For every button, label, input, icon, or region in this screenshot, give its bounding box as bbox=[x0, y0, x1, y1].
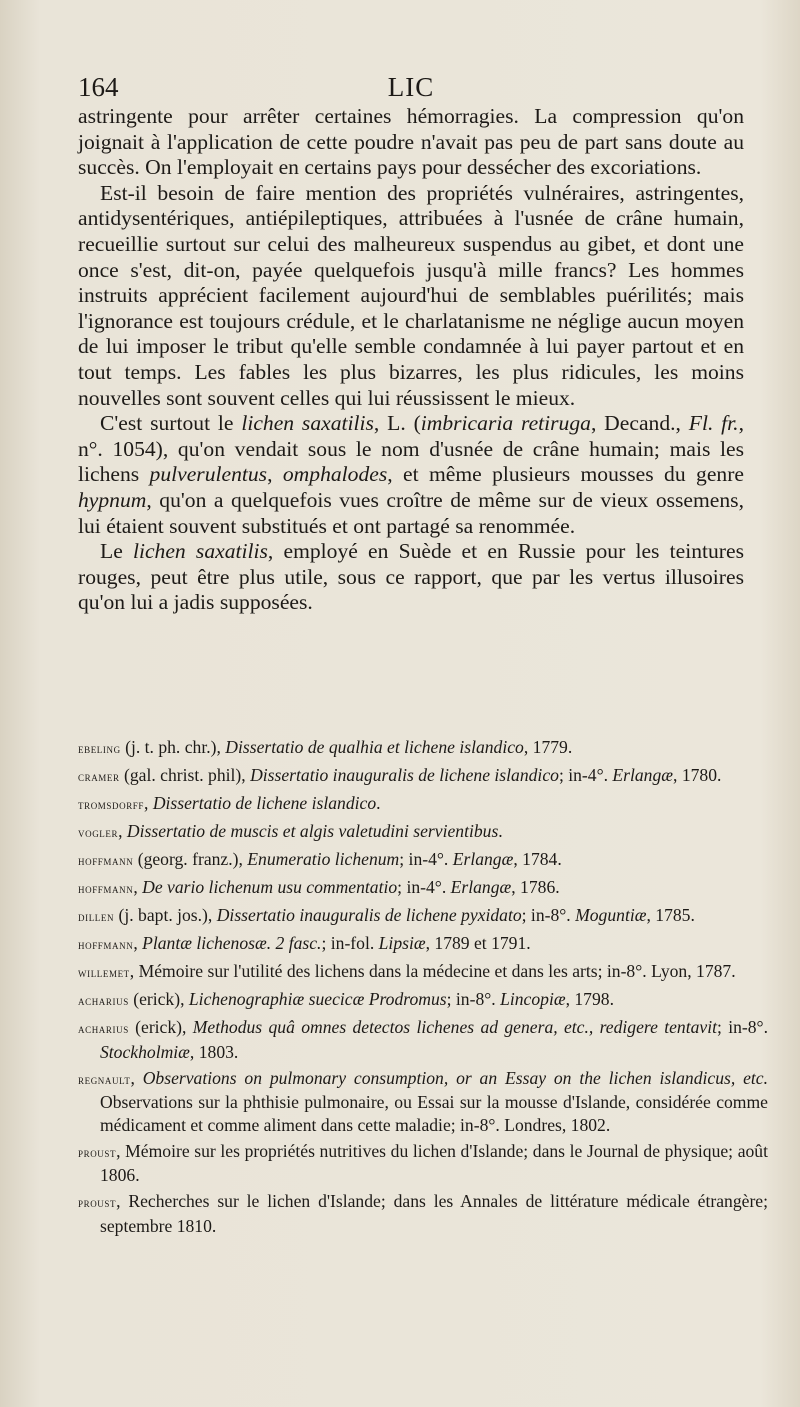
reference-title: Dissertatio inauguralis de lichene islandico bbox=[250, 765, 559, 785]
reference-text: (j. t. ph. chr.), bbox=[120, 737, 226, 757]
taxon-name: lichen saxatilis bbox=[132, 539, 268, 564]
reference-text: (erick), bbox=[128, 989, 189, 1009]
work-title: Fl. fr. bbox=[688, 411, 739, 436]
reference-title: Lichenographiæ suecicæ Prodromus bbox=[188, 989, 447, 1009]
reference-text: (gal. christ. phil), bbox=[119, 765, 251, 785]
reference-text: , 1786. bbox=[511, 877, 560, 897]
reference-entry bbox=[78, 932, 768, 957]
reference-text: ; in-8°. bbox=[446, 989, 501, 1009]
reference-author: cramer bbox=[78, 769, 120, 784]
reference-text: , 1798. bbox=[565, 989, 614, 1009]
reference-entry bbox=[78, 960, 768, 985]
reference-author: proust bbox=[78, 1144, 117, 1160]
reference-title: Moguntiæ bbox=[575, 905, 647, 925]
reference-text: , 1789 et 1791. bbox=[425, 933, 531, 953]
reference-entry bbox=[78, 1190, 768, 1237]
reference-title: Enumeratio lichenum bbox=[247, 849, 400, 869]
page-header bbox=[78, 70, 744, 106]
reference-author: tromsdorff bbox=[78, 797, 145, 812]
reference-text: ; in-8°. bbox=[521, 905, 576, 925]
reference-title: Stockholmiæ bbox=[100, 1041, 190, 1062]
reference-text: (erick), bbox=[128, 1017, 193, 1037]
reference-text: , 1785. bbox=[646, 905, 695, 925]
reference-text: ; in-4°. bbox=[399, 849, 453, 869]
taxon-name: omphalodes bbox=[282, 462, 388, 487]
reference-text: , Mémoire sur l'utilité des lichens dans la médecine et dans les arts; in-8°. Lyon, 1787. bbox=[129, 961, 736, 981]
reference-text: , Mémoire sur les propriétés nutritives du lichen d'Islande; dans le Journal de physique; août 1806. bbox=[100, 1140, 768, 1185]
reference-entry bbox=[78, 848, 768, 873]
taxon-name: imbricaria retiruga bbox=[420, 411, 591, 436]
reference-text: (georg. franz.), bbox=[133, 849, 248, 869]
reference-text: , bbox=[133, 877, 143, 897]
reference-text: , bbox=[144, 793, 153, 813]
reference-text: Observations sur la phthisie pulmonaire, ou Essai sur la mousse d'Islande, considérée comme médicament et comme aliment dans cette maladie; in-8°. Londres, 1802. bbox=[100, 1092, 768, 1135]
page-number: 164 bbox=[78, 72, 119, 102]
reference-text: , bbox=[130, 1067, 143, 1088]
reference-entry bbox=[78, 988, 768, 1013]
reference-text: , bbox=[118, 821, 127, 841]
reference-entry bbox=[78, 736, 768, 761]
running-title: LIC bbox=[387, 72, 435, 102]
reference-entry bbox=[78, 876, 768, 901]
body-text bbox=[78, 104, 744, 616]
reference-entry bbox=[78, 1140, 768, 1187]
reference-text: , bbox=[133, 933, 143, 953]
reference-text: , 1779. bbox=[523, 737, 573, 757]
taxon-name: pulverulentus bbox=[149, 462, 268, 487]
reference-title: Erlangæ bbox=[450, 877, 512, 897]
reference-text: . bbox=[376, 793, 381, 813]
reference-title: De vario lichenum usu commentatio bbox=[142, 877, 398, 897]
reference-title: Dissertatio de muscis et algis valetudini servientibus bbox=[126, 821, 499, 841]
reference-author: vogler bbox=[78, 825, 119, 840]
reference-text: (j. bapt. jos.), bbox=[114, 905, 217, 925]
reference-title: Plantæ lichenosæ. 2 fasc. bbox=[142, 933, 322, 953]
reference-author: willemet bbox=[78, 965, 130, 980]
reference-title: Lincopiæ bbox=[500, 989, 566, 1009]
reference-text: ; in-4°. bbox=[558, 765, 613, 785]
reference-author: ebeling bbox=[78, 741, 121, 756]
reference-text: ; in-4°. bbox=[397, 877, 451, 897]
reference-text: . bbox=[498, 821, 503, 841]
reference-title: Observations on pulmonary consumption, or an Essay on the lichen islandicus, etc. bbox=[142, 1067, 769, 1088]
reference-author: acharius bbox=[78, 993, 129, 1008]
reference-title: Erlangæ bbox=[452, 849, 514, 869]
reference-author: acharius bbox=[78, 1021, 129, 1036]
reference-title: Dissertatio de qualhia et lichene islandico bbox=[225, 737, 524, 757]
reference-entry bbox=[78, 764, 768, 789]
paragraph: astringente pour arrêter certaines hémorragies. La compression qu'on joignait à l'application de cette poudre n'avait pas peu de part sans doute au succès. On l'employait en certains pays pour dessécher des excoriations. bbox=[78, 104, 744, 180]
reference-author: regnault bbox=[78, 1071, 131, 1087]
reference-text: , Recherches sur le lichen d'Islande; dans les Annales de littérature médicale étrangère; septembre 1810. bbox=[100, 1191, 768, 1236]
reference-text: ; in-fol. bbox=[321, 933, 379, 953]
reference-title: Dissertatio inauguralis de lichene pyxidato bbox=[216, 905, 522, 925]
reference-author: hoffmann bbox=[78, 881, 134, 896]
reference-entry bbox=[78, 1016, 768, 1063]
reference-entry bbox=[78, 792, 768, 817]
reference-author: hoffmann bbox=[78, 937, 134, 952]
reference-author: proust bbox=[78, 1195, 117, 1210]
reference-text: , 1803. bbox=[189, 1041, 239, 1062]
taxon-name: lichen saxatilis bbox=[241, 411, 374, 436]
reference-title: Erlangæ bbox=[612, 765, 674, 785]
bibliography bbox=[78, 736, 768, 1241]
taxon-name: hypnum bbox=[78, 487, 147, 512]
reference-entry bbox=[78, 904, 768, 929]
paragraph: Le lichen saxatilis, employé en Suède et en Russie pour les teintures rouges, peut être plus utile, sous ce rapport, que par les vertus illusoires qu'on lui a jadis supposées. bbox=[78, 539, 744, 615]
reference-title: Methodus quâ omnes detectos lichenes ad genera, etc., redigere tentavit bbox=[192, 1017, 717, 1037]
reference-text: , 1780. bbox=[673, 765, 722, 785]
reference-entry bbox=[78, 1067, 768, 1137]
paragraph: C'est surtout le lichen saxatilis, L. (imbricaria retiruga, Decand., Fl. fr., n°. 1054), qu'on vendait sous le nom d'usnée de crâne humain; mais les lichens pulverulentus, omphalodes, et même plusieurs mousses du genre hypnum, qu'on a quelquefois vues croître de même sur de vieux ossemens, lui étaient souvent substitués et ont partagé sa renommée. bbox=[78, 411, 744, 538]
reference-title: Dissertatio de lichene islandico bbox=[152, 793, 377, 813]
reference-text: ; in-8°. bbox=[717, 1017, 768, 1037]
reference-text: , 1784. bbox=[513, 849, 562, 869]
paragraph: Est-il besoin de faire mention des propriétés vulnéraires, astringentes, antidysentériques, antiépileptiques, attribuées à l'usnée de crâne humain, recueillie surtout sur celui des malheureux suspendus au gibet, et dont une once s'est, dit-on, payée quelquefois jusqu'à mille francs? Les hommes instruits apprécient facilement aujourd'hui de semblables puérilités; mais l'ignorance est toujours crédule, et le charlatanisme ne néglige aucun moyen de lui imposer le tribut qu'elle semble condamnée à lui payer partout et en tout temps. Les fables les plus bizarres, les plus ridicules, les moins nouvelles sont souvent celles qui lui réussissent le mieux. bbox=[78, 180, 744, 410]
reference-entry bbox=[78, 820, 768, 845]
reference-title: Lipsiæ bbox=[378, 933, 426, 953]
reference-author: dillen bbox=[78, 909, 115, 924]
reference-author: hoffmann bbox=[78, 853, 134, 868]
